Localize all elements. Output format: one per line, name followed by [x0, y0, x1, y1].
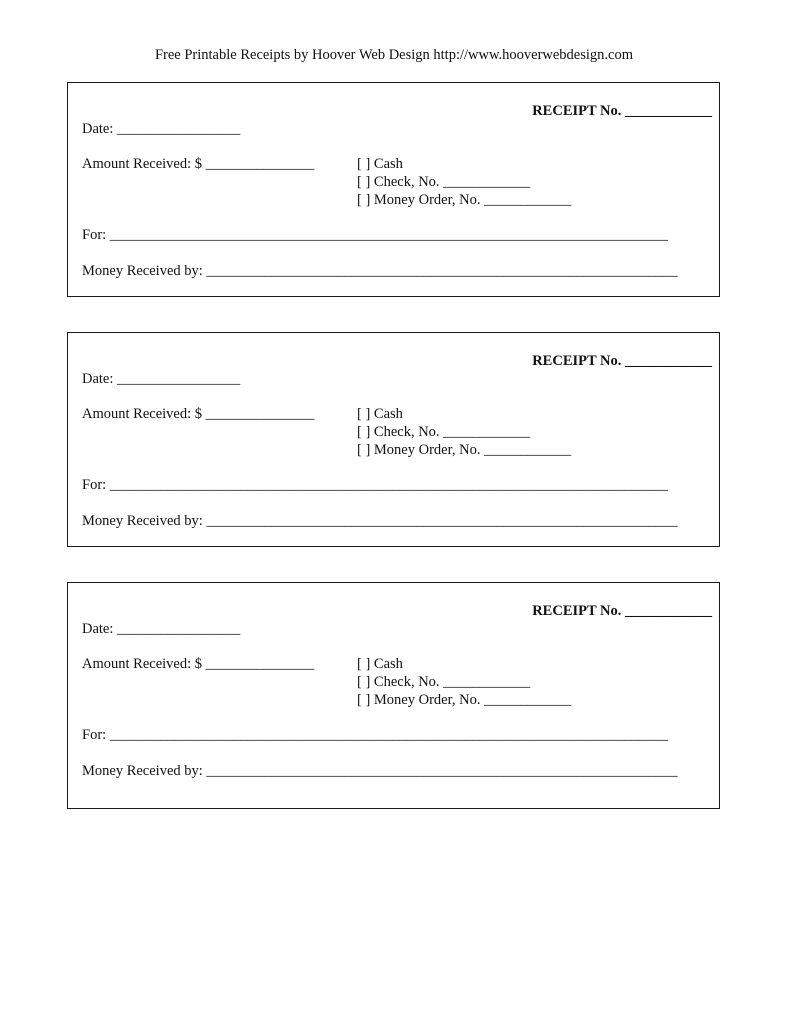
- money-order-checkbox-option: [ ] Money Order, No. ____________: [357, 692, 572, 708]
- date-field: Date: _________________: [82, 371, 241, 387]
- amount-received-field: Amount Received: $ _______________: [82, 156, 315, 172]
- money-order-checkbox-option: [ ] Money Order, No. ____________: [357, 192, 572, 208]
- date-field: Date: _________________: [82, 121, 241, 137]
- money-received-by-field: Money Received by: _________________________________________________________________: [82, 263, 678, 279]
- money-received-by-field: Money Received by: _________________________________________________________________: [82, 513, 678, 529]
- receipt-number: RECEIPT No. ____________: [532, 353, 712, 369]
- money-order-checkbox-option: [ ] Money Order, No. ____________: [357, 442, 572, 458]
- receipt-number: RECEIPT No. ____________: [532, 603, 712, 619]
- cash-checkbox-option: [ ] Cash: [357, 656, 403, 672]
- check-checkbox-option: [ ] Check, No. ____________: [357, 424, 531, 440]
- receipt-1: [67, 82, 720, 297]
- receipt-2: [67, 332, 720, 547]
- cash-checkbox-option: [ ] Cash: [357, 406, 403, 422]
- for-field: For: _____________________________________________________________________________: [82, 477, 669, 493]
- for-field: For: _____________________________________________________________________________: [82, 227, 669, 243]
- check-checkbox-option: [ ] Check, No. ____________: [357, 674, 531, 690]
- receipt-3: [67, 582, 720, 809]
- for-field: For: _____________________________________________________________________________: [82, 727, 669, 743]
- money-received-by-field: Money Received by: _________________________________________________________________: [82, 763, 678, 779]
- check-checkbox-option: [ ] Check, No. ____________: [357, 174, 531, 190]
- cash-checkbox-option: [ ] Cash: [357, 156, 403, 172]
- page-header: Free Printable Receipts by Hoover Web Design http://www.hooverwebdesign.com: [154, 47, 634, 63]
- amount-received-field: Amount Received: $ _______________: [82, 656, 315, 672]
- amount-received-field: Amount Received: $ _______________: [82, 406, 315, 422]
- receipt-number: RECEIPT No. ____________: [532, 103, 712, 119]
- date-field: Date: _________________: [82, 621, 241, 637]
